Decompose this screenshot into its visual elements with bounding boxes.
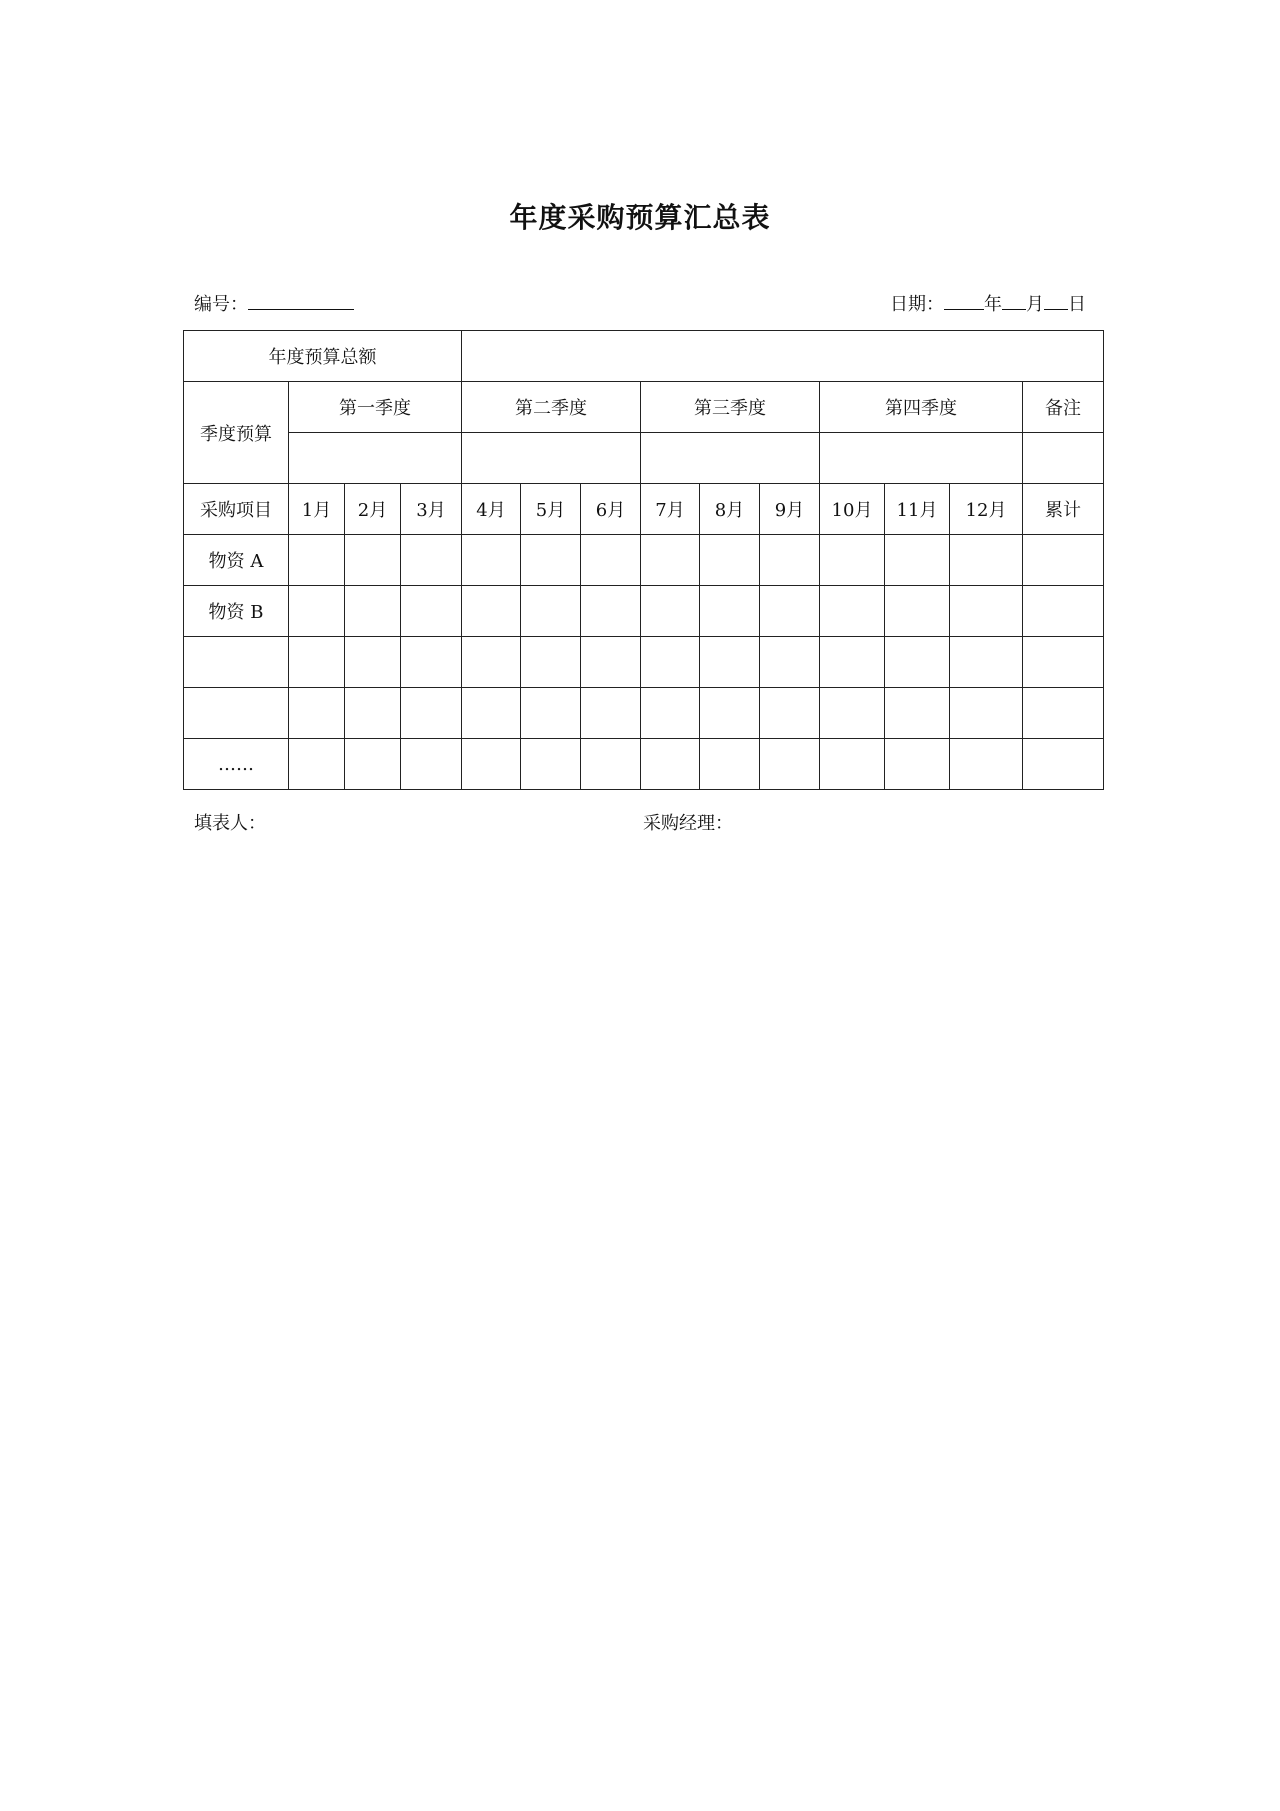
table-row xyxy=(184,637,1104,688)
quarterly-budget-label: 季度预算 xyxy=(184,382,289,484)
year-blank[interactable] xyxy=(944,291,984,310)
month-value-cell[interactable] xyxy=(641,586,700,637)
quarter-header-row xyxy=(184,382,1104,433)
month-label: 8月 xyxy=(700,484,760,535)
month-value-cell[interactable] xyxy=(820,637,885,688)
month-value-cell[interactable] xyxy=(521,535,581,586)
number-blank[interactable] xyxy=(248,291,354,310)
item-name-cell: 物资 B xyxy=(184,586,289,637)
month-label: 11月 xyxy=(885,484,950,535)
month-value-cell[interactable] xyxy=(885,739,950,790)
month-value-cell[interactable] xyxy=(401,688,462,739)
month-value-cell[interactable] xyxy=(289,637,345,688)
month-value-cell[interactable] xyxy=(760,535,820,586)
month-value-cell[interactable] xyxy=(462,637,521,688)
table-row xyxy=(184,535,1104,586)
cumulative-value-cell[interactable] xyxy=(1023,535,1104,586)
page-title: 年度采购预算汇总表 xyxy=(509,201,771,234)
month-label: 9月 xyxy=(760,484,820,535)
month-value-cell[interactable] xyxy=(401,586,462,637)
month-value-cell[interactable] xyxy=(760,637,820,688)
quarter-1-label: 第一季度 xyxy=(289,382,462,433)
month-value-cell[interactable] xyxy=(289,688,345,739)
filler-label: 填表人： xyxy=(194,813,266,834)
month-value-cell[interactable] xyxy=(289,535,345,586)
quarter-2-value[interactable] xyxy=(462,433,641,484)
quarter-2-label: 第二季度 xyxy=(462,382,641,433)
item-name-cell: …… xyxy=(184,739,289,790)
month-value-cell[interactable] xyxy=(700,688,760,739)
month-value-cell[interactable] xyxy=(401,535,462,586)
month-label: 7月 xyxy=(641,484,700,535)
item-name-cell[interactable] xyxy=(184,637,289,688)
month-value-cell[interactable] xyxy=(462,586,521,637)
month-value-cell[interactable] xyxy=(885,535,950,586)
document-number xyxy=(194,290,354,316)
annual-total-row xyxy=(184,331,1104,382)
manager-signature xyxy=(643,809,733,835)
month-value-cell[interactable] xyxy=(820,739,885,790)
cumulative-value-cell[interactable] xyxy=(1023,739,1104,790)
month-value-cell[interactable] xyxy=(760,739,820,790)
month-value-cell[interactable] xyxy=(950,535,1023,586)
month-value-cell[interactable] xyxy=(581,637,641,688)
table-row xyxy=(184,688,1104,739)
item-name-cell[interactable] xyxy=(184,688,289,739)
month-value-cell[interactable] xyxy=(820,535,885,586)
month-value-cell[interactable] xyxy=(345,637,401,688)
cumulative-value-cell[interactable] xyxy=(1023,637,1104,688)
month-value-cell[interactable] xyxy=(581,739,641,790)
month-value-cell[interactable] xyxy=(885,637,950,688)
month-value-cell[interactable] xyxy=(950,739,1023,790)
filler-signature xyxy=(194,809,266,835)
month-value-cell[interactable] xyxy=(641,637,700,688)
month-label: 3月 xyxy=(401,484,462,535)
date-label: 日期： xyxy=(890,294,944,315)
month-value-cell[interactable] xyxy=(760,586,820,637)
month-label: 10月 xyxy=(820,484,885,535)
month-value-cell[interactable] xyxy=(521,637,581,688)
month-header-row xyxy=(184,484,1104,535)
month-value-cell[interactable] xyxy=(581,586,641,637)
month-value-cell[interactable] xyxy=(820,688,885,739)
remarks-value[interactable] xyxy=(1023,433,1104,484)
quarter-3-label: 第三季度 xyxy=(641,382,820,433)
month-suffix: 月 xyxy=(1026,294,1044,315)
item-rows xyxy=(184,535,1104,790)
cumulative-label: 累计 xyxy=(1023,484,1104,535)
month-value-cell[interactable] xyxy=(401,739,462,790)
number-label: 编号： xyxy=(194,294,248,315)
quarter-4-value[interactable] xyxy=(820,433,1023,484)
annual-total-label: 年度预算总额 xyxy=(184,331,462,382)
month-value-cell[interactable] xyxy=(521,586,581,637)
month-label: 4月 xyxy=(462,484,521,535)
quarter-4-label: 第四季度 xyxy=(820,382,1023,433)
cumulative-value-cell[interactable] xyxy=(1023,688,1104,739)
month-value-cell[interactable] xyxy=(885,688,950,739)
month-value-cell[interactable] xyxy=(700,739,760,790)
quarter-3-value[interactable] xyxy=(641,433,820,484)
month-value-cell[interactable] xyxy=(581,535,641,586)
month-label: 5月 xyxy=(521,484,581,535)
cumulative-value-cell[interactable] xyxy=(1023,586,1104,637)
table-row xyxy=(184,739,1104,790)
remarks-label: 备注 xyxy=(1023,382,1104,433)
month-label: 12月 xyxy=(950,484,1023,535)
month-value-cell[interactable] xyxy=(700,586,760,637)
manager-label: 采购经理： xyxy=(643,813,733,834)
month-value-cell[interactable] xyxy=(462,688,521,739)
month-value-cell[interactable] xyxy=(462,739,521,790)
item-label: 采购项目 xyxy=(184,484,289,535)
table-row xyxy=(184,586,1104,637)
month-value-cell[interactable] xyxy=(700,637,760,688)
quarter-value-row xyxy=(184,433,1104,484)
quarter-1-value[interactable] xyxy=(289,433,462,484)
month-label: 6月 xyxy=(581,484,641,535)
item-name-cell: 物资 A xyxy=(184,535,289,586)
month-label: 1月 xyxy=(289,484,345,535)
month-value-cell[interactable] xyxy=(950,688,1023,739)
month-value-cell[interactable] xyxy=(641,688,700,739)
month-blank[interactable] xyxy=(1002,291,1026,310)
year-suffix: 年 xyxy=(984,294,1002,315)
month-value-cell[interactable] xyxy=(289,739,345,790)
month-value-cell[interactable] xyxy=(345,586,401,637)
day-suffix: 日 xyxy=(1068,294,1086,315)
month-value-cell[interactable] xyxy=(700,535,760,586)
month-value-cell[interactable] xyxy=(521,739,581,790)
month-value-cell[interactable] xyxy=(345,688,401,739)
month-value-cell[interactable] xyxy=(345,535,401,586)
month-value-cell[interactable] xyxy=(950,586,1023,637)
month-value-cell[interactable] xyxy=(345,739,401,790)
document-date xyxy=(890,290,1086,316)
month-value-cell[interactable] xyxy=(641,535,700,586)
month-value-cell[interactable] xyxy=(401,637,462,688)
month-value-cell[interactable] xyxy=(820,586,885,637)
month-value-cell[interactable] xyxy=(521,688,581,739)
month-value-cell[interactable] xyxy=(462,535,521,586)
annual-total-value[interactable] xyxy=(462,331,1104,382)
month-label: 2月 xyxy=(345,484,401,535)
month-value-cell[interactable] xyxy=(885,586,950,637)
month-value-cell[interactable] xyxy=(760,688,820,739)
month-value-cell[interactable] xyxy=(289,586,345,637)
day-blank[interactable] xyxy=(1044,291,1068,310)
budget-table xyxy=(183,330,1104,790)
month-value-cell[interactable] xyxy=(641,739,700,790)
month-value-cell[interactable] xyxy=(581,688,641,739)
month-value-cell[interactable] xyxy=(950,637,1023,688)
